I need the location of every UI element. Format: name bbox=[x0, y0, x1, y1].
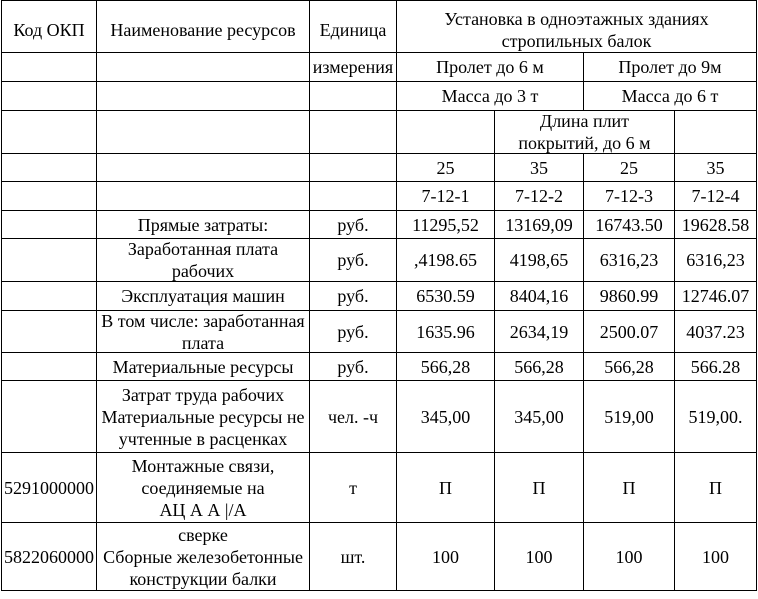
unit-text: чел. -ч bbox=[327, 406, 379, 427]
value-cell bbox=[397, 381, 495, 453]
value-text: 2634,19 bbox=[509, 321, 569, 342]
okp-code: 5822060000 bbox=[4, 546, 94, 567]
empty-cell bbox=[2, 154, 97, 182]
installation-group-title-line: стропильных балок bbox=[501, 30, 652, 51]
resource-name-cell bbox=[97, 381, 310, 453]
resource-name-line: Монтажные связи, bbox=[131, 455, 275, 476]
span-group-header: Пролет до 6 м bbox=[436, 57, 544, 77]
empty-cell bbox=[2, 111, 97, 154]
value-text: 4198,65 bbox=[509, 250, 569, 270]
param-value: 25 bbox=[436, 157, 455, 178]
resource-name-line: Затрат труда рабочих bbox=[121, 384, 285, 405]
value-cell bbox=[495, 353, 584, 381]
value-text: П bbox=[532, 477, 546, 498]
empty-cell bbox=[2, 182, 97, 211]
norm-code-cell bbox=[397, 182, 495, 211]
unit-cell bbox=[310, 381, 397, 453]
resource-name-line: Материальные ресурсы не bbox=[101, 406, 305, 427]
span-group-header-cell bbox=[397, 53, 584, 82]
installation-group-title-line: Установка в одноэтажных зданиях bbox=[444, 8, 709, 29]
empty-cell bbox=[397, 111, 495, 154]
span-group-header-cell bbox=[584, 53, 757, 82]
empty-cell bbox=[675, 111, 757, 154]
mass-group-header: Масса до 6 т bbox=[621, 86, 719, 106]
value-cell bbox=[495, 282, 584, 311]
value-text: 566,28 bbox=[604, 356, 654, 377]
resource-name-line: плата bbox=[181, 332, 225, 353]
okp-code-cell bbox=[2, 282, 97, 311]
value-cell bbox=[584, 211, 675, 239]
unit-text: руб. bbox=[337, 356, 369, 377]
value-text: 2500.07 bbox=[599, 321, 659, 342]
empty-cell bbox=[310, 82, 397, 111]
resource-name-line: соединяемые на bbox=[141, 477, 265, 498]
value-text: 1635.96 bbox=[416, 321, 475, 342]
unit-header-cont: измерения bbox=[312, 57, 394, 77]
value-cell bbox=[584, 282, 675, 311]
empty-cell bbox=[2, 82, 97, 111]
value-text: 566,28 bbox=[514, 356, 564, 377]
resource-name-cell bbox=[97, 523, 310, 591]
resource-name-line: АЦ А А |/А bbox=[159, 499, 247, 520]
empty-cell bbox=[97, 82, 310, 111]
param-value: 25 bbox=[620, 157, 638, 178]
norm-code: 7-12-2 bbox=[515, 186, 563, 206]
value-text: 100 bbox=[615, 546, 643, 567]
value-text: 9860.99 bbox=[599, 286, 659, 306]
value-text: 345,00 bbox=[420, 406, 471, 427]
okp-code-cell bbox=[2, 453, 97, 523]
value-cell bbox=[495, 381, 584, 453]
okp-code-cell bbox=[2, 381, 97, 453]
value-text: 12746.07 bbox=[681, 286, 750, 306]
unit-cell bbox=[310, 239, 397, 282]
unit-text: руб. bbox=[337, 321, 369, 342]
value-cell bbox=[495, 523, 584, 591]
unit-text: шт. bbox=[340, 546, 366, 567]
param-value-cell bbox=[397, 154, 495, 182]
empty-cell bbox=[97, 154, 310, 182]
value-cell bbox=[675, 523, 757, 591]
mass-group-header-cell bbox=[584, 82, 757, 111]
param-value: 35 bbox=[706, 157, 725, 178]
installation-group-header-cell bbox=[397, 1, 757, 53]
mass-group-header-cell bbox=[397, 82, 584, 111]
unit-cell bbox=[310, 211, 397, 239]
value-cell bbox=[495, 239, 584, 282]
value-text: 11295,52 bbox=[412, 214, 479, 235]
value-text: 6316,23 bbox=[686, 250, 745, 270]
value-cell bbox=[675, 381, 757, 453]
value-cell bbox=[397, 353, 495, 381]
value-cell bbox=[397, 311, 495, 353]
empty-cell bbox=[97, 111, 310, 154]
value-cell bbox=[584, 311, 675, 353]
unit-cell bbox=[310, 453, 397, 523]
slab-length-header-cell bbox=[495, 111, 675, 154]
resource-name-line: В том числе: заработанная bbox=[101, 310, 305, 331]
value-cell bbox=[397, 211, 495, 239]
resource-name-line: Материальные ресурсы bbox=[112, 356, 294, 377]
value-text: 566.28 bbox=[690, 356, 741, 377]
resource-name-cell bbox=[97, 453, 310, 523]
value-cell bbox=[675, 311, 757, 353]
value-text: 16743.50 bbox=[595, 214, 663, 235]
resource-name-cell bbox=[97, 211, 310, 239]
norm-code: 7-12-4 bbox=[691, 186, 740, 206]
resource-name-line: Сборные железобетонные bbox=[103, 546, 303, 567]
value-cell bbox=[675, 353, 757, 381]
okp-code-cell bbox=[2, 239, 97, 282]
value-text: 4037.23 bbox=[686, 321, 745, 342]
value-cell bbox=[675, 282, 757, 311]
unit-cell bbox=[310, 353, 397, 381]
slab-length-header-line: Длина плит bbox=[539, 111, 630, 131]
value-cell bbox=[397, 523, 495, 591]
param-value-cell bbox=[495, 154, 584, 182]
value-cell bbox=[495, 211, 584, 239]
value-text: П bbox=[622, 477, 636, 498]
unit-cell bbox=[310, 311, 397, 353]
resource-name-line: Заработанная плата bbox=[127, 239, 279, 259]
param-value-cell bbox=[675, 154, 757, 182]
resource-name-line: конструкции балки bbox=[129, 568, 277, 589]
value-text: 13169,09 bbox=[505, 214, 573, 235]
value-cell bbox=[397, 453, 495, 523]
param-value-cell bbox=[584, 154, 675, 182]
empty-cell bbox=[310, 111, 397, 154]
value-cell bbox=[495, 311, 584, 353]
value-cell bbox=[584, 523, 675, 591]
okp-code-cell bbox=[2, 311, 97, 353]
unit-cell bbox=[310, 282, 397, 311]
value-text: 6316,23 bbox=[599, 250, 659, 270]
value-cell bbox=[584, 353, 675, 381]
norm-code: 7-12-3 bbox=[605, 186, 653, 206]
resource-name-cell bbox=[97, 353, 310, 381]
norm-code: 7-12-1 bbox=[421, 186, 470, 206]
value-cell bbox=[495, 453, 584, 523]
unit-text: т bbox=[349, 477, 357, 498]
value-text: 6530.59 bbox=[416, 286, 475, 306]
empty-cell bbox=[310, 182, 397, 211]
value-text: 566,28 bbox=[420, 356, 471, 377]
resource-name-line: рабочих bbox=[171, 261, 235, 281]
param-value: 35 bbox=[530, 157, 548, 178]
value-text: 345,00 bbox=[514, 406, 564, 427]
value-text: 19628.58 bbox=[681, 214, 750, 235]
norm-code-cell bbox=[495, 182, 584, 211]
norm-code-cell bbox=[584, 182, 675, 211]
value-cell bbox=[675, 239, 757, 282]
value-text: 8404,16 bbox=[509, 286, 569, 306]
okp-code-header: Код ОКП bbox=[13, 19, 85, 40]
value-cell bbox=[397, 239, 495, 282]
resource-name-line: учтенные в расценках bbox=[118, 428, 288, 449]
value-text: 519,00. bbox=[688, 406, 743, 427]
span-group-header: Пролет до 9м bbox=[618, 57, 722, 77]
value-cell bbox=[397, 282, 495, 311]
empty-cell bbox=[97, 182, 310, 211]
empty-cell bbox=[310, 154, 397, 182]
value-cell bbox=[584, 381, 675, 453]
resource-name-header: Наименование ресурсов bbox=[110, 19, 296, 40]
unit-header: Единица bbox=[319, 19, 387, 40]
empty-cell bbox=[97, 53, 310, 82]
value-cell bbox=[675, 453, 757, 523]
mass-group-header: Масса до 3 т bbox=[441, 86, 539, 106]
okp-code-header-cell bbox=[2, 1, 97, 53]
unit-text: руб. bbox=[337, 286, 369, 306]
value-text: П bbox=[709, 477, 722, 498]
value-text: ,4198.65 bbox=[414, 250, 477, 270]
resource-name-line: Эксплуатация машин bbox=[121, 286, 285, 306]
unit-header-cont-cell bbox=[310, 53, 397, 82]
unit-text: руб. bbox=[337, 214, 369, 235]
empty-cell bbox=[2, 53, 97, 82]
okp-code-cell bbox=[2, 211, 97, 239]
unit-cell bbox=[310, 523, 397, 591]
resource-name-cell bbox=[97, 311, 310, 353]
resource-name-cell bbox=[97, 282, 310, 311]
okp-code: 5291000000 bbox=[4, 477, 94, 498]
value-cell bbox=[675, 211, 757, 239]
unit-header-cell bbox=[310, 1, 397, 53]
resource-name-header-cell bbox=[97, 1, 310, 53]
slab-length-header-line: покрытий, до 6 м bbox=[518, 133, 651, 153]
value-text: 519,00 bbox=[604, 406, 654, 427]
okp-code-cell bbox=[2, 353, 97, 381]
value-cell bbox=[584, 453, 675, 523]
resource-name-line: сверке bbox=[178, 524, 228, 545]
value-text: П bbox=[439, 477, 452, 498]
unit-text: руб. bbox=[337, 250, 369, 270]
resource-table bbox=[1, 0, 757, 591]
resource-name-line: Прямые затраты: bbox=[137, 214, 269, 235]
value-text: 100 bbox=[432, 546, 459, 567]
value-text: 100 bbox=[525, 546, 553, 567]
value-cell bbox=[584, 239, 675, 282]
norm-code-cell bbox=[675, 182, 757, 211]
resource-name-cell bbox=[97, 239, 310, 282]
value-text: 100 bbox=[702, 546, 729, 567]
okp-code-cell bbox=[2, 523, 97, 591]
